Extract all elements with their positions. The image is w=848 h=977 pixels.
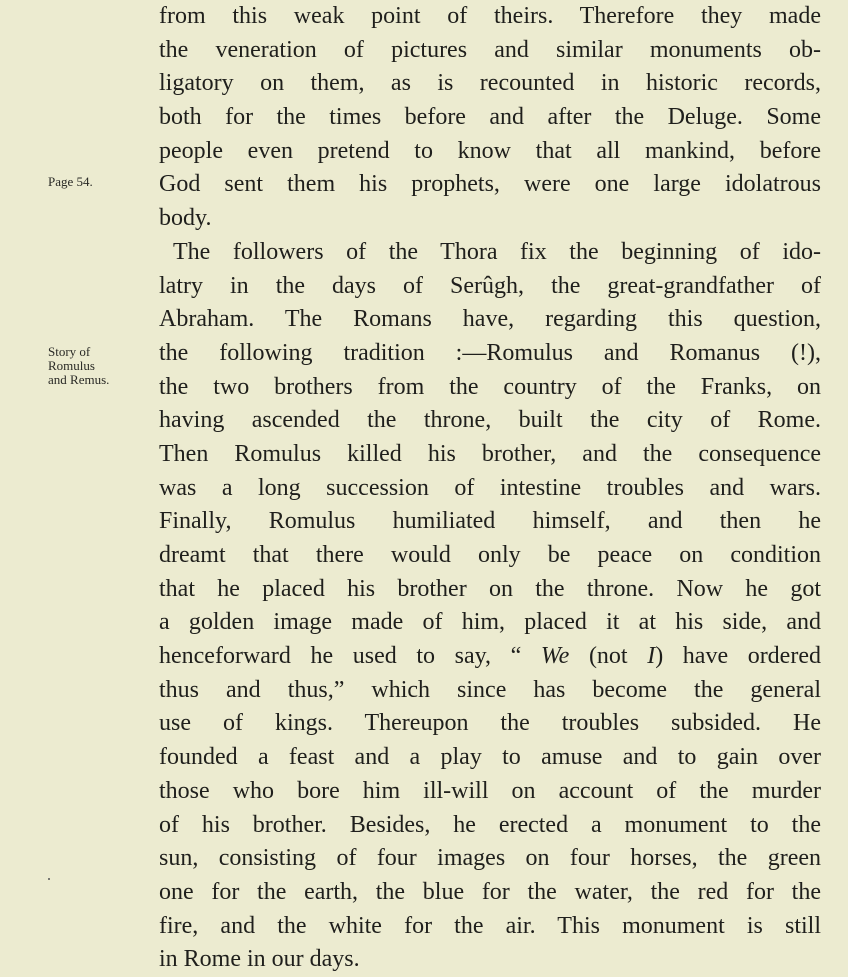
- text-line: sun, consisting of four images on four horses, the green: [159, 845, 821, 872]
- text-line: the following tradition :—Romulus and Romanus (!),: [159, 339, 821, 366]
- text-line: that he placed his brother on the throne. Now he got: [159, 575, 821, 602]
- text-line-emphasis: [159, 640, 821, 674]
- text-line: God sent them his prophets, were one large idolatrous: [159, 171, 821, 198]
- text-line: use of kings. Thereupon the troubles subsided. He: [159, 710, 821, 737]
- margin-note-story-line: Story of: [48, 344, 91, 359]
- text-line: having ascended the throne, built the city of Rome.: [159, 407, 821, 434]
- margin-note-page-ref: Page 54.: [48, 174, 93, 189]
- text-line: Abraham. The Romans have, regarding this question,: [159, 306, 821, 333]
- stray-mark: [48, 878, 50, 880]
- text-line: in Rome in our days.: [159, 946, 360, 973]
- margin-note-story-line: and Remus.: [48, 372, 110, 387]
- text-line: body.: [159, 205, 212, 232]
- text-line: founded a feast and a play to amuse and to gain over: [159, 744, 821, 771]
- text-line: those who bore him ill-will on account of the murder: [159, 777, 821, 804]
- text-line: a golden image made of him, placed it at his side, and: [159, 609, 821, 636]
- text-fragment: (not: [569, 643, 648, 670]
- text-line: The followers of the Thora fix the beginning of ido-: [173, 238, 821, 265]
- text-line: Finally, Romulus humiliated himself, and then he: [159, 508, 821, 535]
- emphasis-we: We: [540, 643, 570, 670]
- text-line: of his brother. Besides, he erected a monument to the: [159, 811, 821, 838]
- text-line: thus and thus,” which since has become the general: [159, 676, 821, 703]
- text-line: fire, and the white for the air. This monument is still: [159, 912, 821, 939]
- text-line: the veneration of pictures and similar monuments ob-: [159, 36, 821, 63]
- margin-note-story-line: Romulus: [48, 358, 95, 373]
- text-line: ligatory on them, as is recounted in historic records,: [159, 70, 821, 97]
- text-line: was a long succession of intestine troubles and wars.: [159, 474, 821, 501]
- text-fragment: henceforward he used to say, “: [159, 643, 541, 670]
- body-text: [159, 0, 821, 977]
- text-line: one for the earth, the blue for the water, the red for the: [159, 878, 821, 905]
- margin-note-story: [48, 345, 109, 387]
- text-line: from this weak point of theirs. Therefore they made: [159, 3, 821, 29]
- text-line: both for the times before and after the Deluge. Some: [159, 104, 821, 131]
- text-line: people even pretend to know that all mankind, before: [159, 137, 821, 164]
- text-fragment: ) have ordered: [655, 643, 821, 670]
- text-line: Then Romulus killed his brother, and the consequence: [159, 440, 821, 467]
- text-line: latry in the days of Serûgh, the great-grandfather of: [159, 272, 821, 299]
- emphasis-i: I: [647, 643, 656, 670]
- text-line: the two brothers from the country of the Franks, on: [159, 373, 821, 400]
- text-line: dreamt that there would only be peace on condition: [159, 542, 821, 568]
